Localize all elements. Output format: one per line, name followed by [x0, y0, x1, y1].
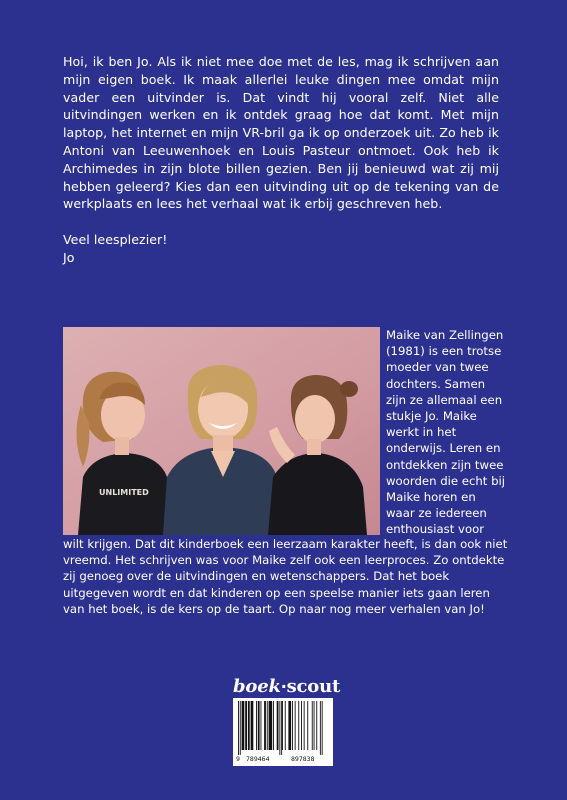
isbn-barcode: [233, 698, 333, 766]
barcode-numbers: [233, 755, 333, 764]
logo-dot: ·: [280, 677, 287, 696]
shirt-text: UNLIMITED: [99, 488, 149, 497]
barcode-bars: [233, 698, 333, 756]
signature: Jo: [63, 249, 75, 265]
barcode-first-digit: 9: [236, 755, 240, 763]
author-bio-bottom: [63, 536, 509, 617]
author-bio-bottom-text: wilt krijgen. Dat dit kinderboek een leerzaam karakter heeft, is dan ook niet vreemd. Het schrijven was voor Maike zelf ook een leerproces. Zo ontdekte zij genoeg over de uitvindingen en wetenschappers. Dat het boek uitgegeven wordt en dat kinderen op een speelse manier iets gaan leren van het boek, is de kers op de taart. Op naar nog meer verhalen van Jo!: [63, 537, 508, 616]
barcode-group-1: 789464: [246, 755, 270, 763]
author-bio-side-text: Maike van Zellingen (1981) is een trotse moeder van twee dochters. Samen zijn ze allemaal een stukje Jo. Maike werkt in het onderwijs. Leren en ontdekken zijn twee woorden die echt bij Maike horen en waar ze iedereen enthousiast voor: [386, 328, 505, 537]
logo-part-scout: scout: [286, 676, 341, 697]
author-bio-side: [386, 327, 506, 538]
intro-paragraph: Hoi, ik ben Jo. Als ik niet mee doe met de les, mag ik schrijven aan mijn eigen boek. Ik maak allerlei leuke dingen mee omdat mijn vader een uitvinder is. Dat vindt hij vooral zelf. Niet alle uitvindingen werken en ik ontdek graag hoe dat komt. Met mijn laptop, het internet en mijn VR-bril ga ik op onderzoek uit. Zo heb ik Antoni van Leeuwenhoek en Louis Pasteur ontmoet. Ook heb ik Archimedes in zijn blote billen gezien. Ben jij benieuwd wat zij mij hebben geleerd? Kies dan een uitvinding uit op de tekening van de werkplaats en lees het verhaal wat ik erbij geschreven heb.: [63, 54, 499, 212]
intro-text-block: [63, 53, 499, 267]
logo-part-boek: boek: [233, 676, 281, 697]
greeting: Veel leesplezier!: [63, 231, 168, 247]
publisher-logo: [233, 676, 341, 697]
author-photo: [63, 327, 380, 535]
barcode-group-2: 897838: [291, 755, 315, 763]
